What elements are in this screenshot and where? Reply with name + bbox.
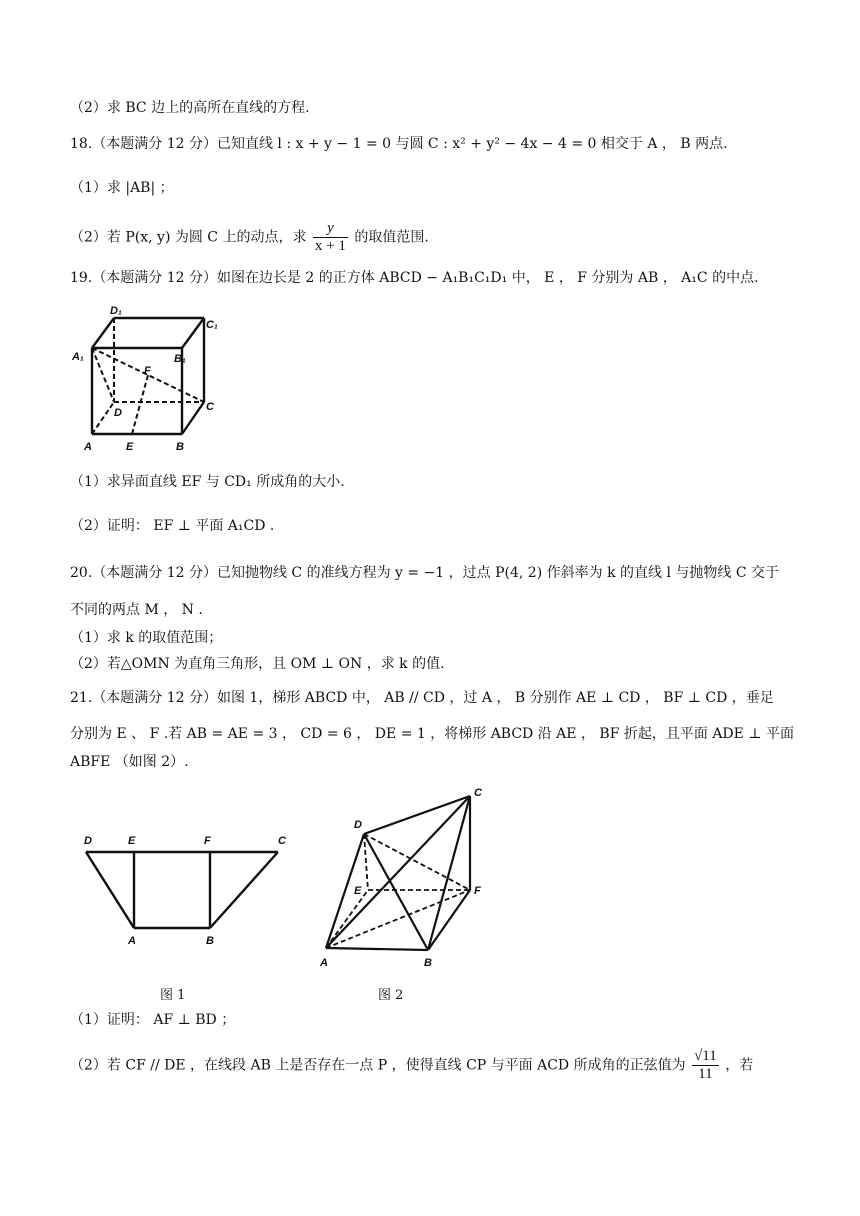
q20-part1: （1）求 k 的取值范围； <box>70 630 223 646</box>
q18-fraction-numerator: y <box>313 220 348 238</box>
label-b: B <box>176 441 184 453</box>
q21-fraction-numerator: √11 <box>694 1048 717 1064</box>
label-e: E <box>126 441 134 453</box>
edge-b-c <box>182 402 204 434</box>
q17-part2: （2）求 BC 边上的高所在直线的方程. <box>70 100 310 116</box>
fig2-label-e: E <box>354 885 362 897</box>
fig1-label-a: A <box>128 935 136 947</box>
fig2-seg-a-e <box>326 890 368 948</box>
label-f: F <box>144 365 151 377</box>
label-a: A <box>84 441 92 453</box>
label-c1: C₁ <box>206 319 218 331</box>
q21-stem-continued-1: 分别为 E 、 F .若 AB = AE = 3 ， CD = 6 ， DE = 1 ，将梯形 ABCD 沿 AE ， BF 折起，且平面 ADE ⊥ 平面 <box>70 726 794 742</box>
q21-fraction-denominator: 11 <box>698 1066 713 1082</box>
q21-stem-continued-2: ABFE （如图 2）. <box>70 754 189 770</box>
q18-fraction <box>313 220 348 255</box>
fig1-label-d: D <box>84 835 92 847</box>
fig1-edge-b-c <box>210 852 278 928</box>
q21-fraction <box>692 1048 719 1083</box>
edge-b1-c1 <box>182 318 204 348</box>
q18-part1: （1）求 |AB| ； <box>70 180 174 196</box>
label-c: C <box>206 401 214 413</box>
q21-part1: （1）证明： AF ⊥ BD ； <box>70 1012 236 1028</box>
fig2-label-f: F <box>474 885 481 897</box>
q21-part2-text-b: ，若 <box>725 1057 754 1074</box>
q20-stem-continued: 不同的两点 M ， N . <box>70 602 203 618</box>
q21-stem: 21.（本题满分 12 分）如图 1，梯形 ABCD 中， AB // CD ，过 A ， B 分别作 AE ⊥ CD ， BF ⊥ CD ，垂足 <box>70 690 774 706</box>
seg-e-f <box>132 375 148 434</box>
fig1-label-e: E <box>128 835 136 847</box>
edge-a1-d1 <box>92 318 114 348</box>
q20-stem: 20.（本题满分 12 分）已知抛物线 C 的准线方程为 y = −1 ，过点 P(4, 2) 作斜率为 k 的直线 l 与抛物线 C 交于 <box>70 565 780 581</box>
label-a1: A₁ <box>72 351 84 363</box>
q21-part2-text-a: （2）若 CF // DE ，在线段 AB 上是否存在一点 P ，使得直线 CP 与平面 ACD 所成角的正弦值为 <box>70 1057 686 1074</box>
label-d: D <box>114 407 122 419</box>
q21-part2 <box>70 1048 753 1083</box>
fig2-edge-a-b <box>326 948 428 950</box>
figure-2-caption: 图 2 <box>378 988 404 1003</box>
fig1-label-b: B <box>206 935 214 947</box>
q18-fraction-denominator: x + 1 <box>314 238 346 254</box>
fig2-label-c: C <box>474 787 482 799</box>
label-b1: B₁ <box>174 353 186 365</box>
q20-part2: （2）若△OMN 为直角三角形，且 OM ⊥ ON ，求 k 的值. <box>70 656 445 672</box>
fig2-label-a: A <box>320 957 328 969</box>
fig1-edge-d-a <box>86 852 134 928</box>
fig2-label-b: B <box>424 957 432 969</box>
label-d1: D₁ <box>110 305 122 317</box>
folded-solid-figure-2 <box>318 782 498 972</box>
q18-stem: 18.（本题满分 12 分）已知直线 l : x + y − 1 = 0 与圆 C : x² + y² − 4x − 4 = 0 相交于 A ， B 两点. <box>70 136 728 152</box>
fig2-label-d: D <box>354 819 362 831</box>
q19-part2: （2）证明： EF ⊥ 平面 A₁CD . <box>70 518 275 534</box>
trapezoid-figure-1 <box>78 828 298 952</box>
figure-1-caption: 图 1 <box>160 988 186 1003</box>
q19-stem: 19.（本题满分 12 分）如图在边长是 2 的正方体 ABCD − A₁B₁C₁D₁ 中， E ， F 分别为 AB ， A₁C 的中点. <box>70 270 759 286</box>
edge-a-d <box>92 402 114 434</box>
q18-part2-text-a: （2）若 P(x, y) 为圆 C 上的动点，求 <box>70 229 307 246</box>
q19-part1: （1）求异面直线 EF 与 CD₁ 所成角的大小. <box>70 474 345 490</box>
cube-figure <box>70 302 230 462</box>
fig1-label-c: C <box>278 835 286 847</box>
q18-part2-text-b: 的取值范围. <box>354 229 429 246</box>
fig2-edge-d-c <box>364 796 470 834</box>
q18-part2 <box>70 220 429 255</box>
fig1-label-f: F <box>204 835 211 847</box>
